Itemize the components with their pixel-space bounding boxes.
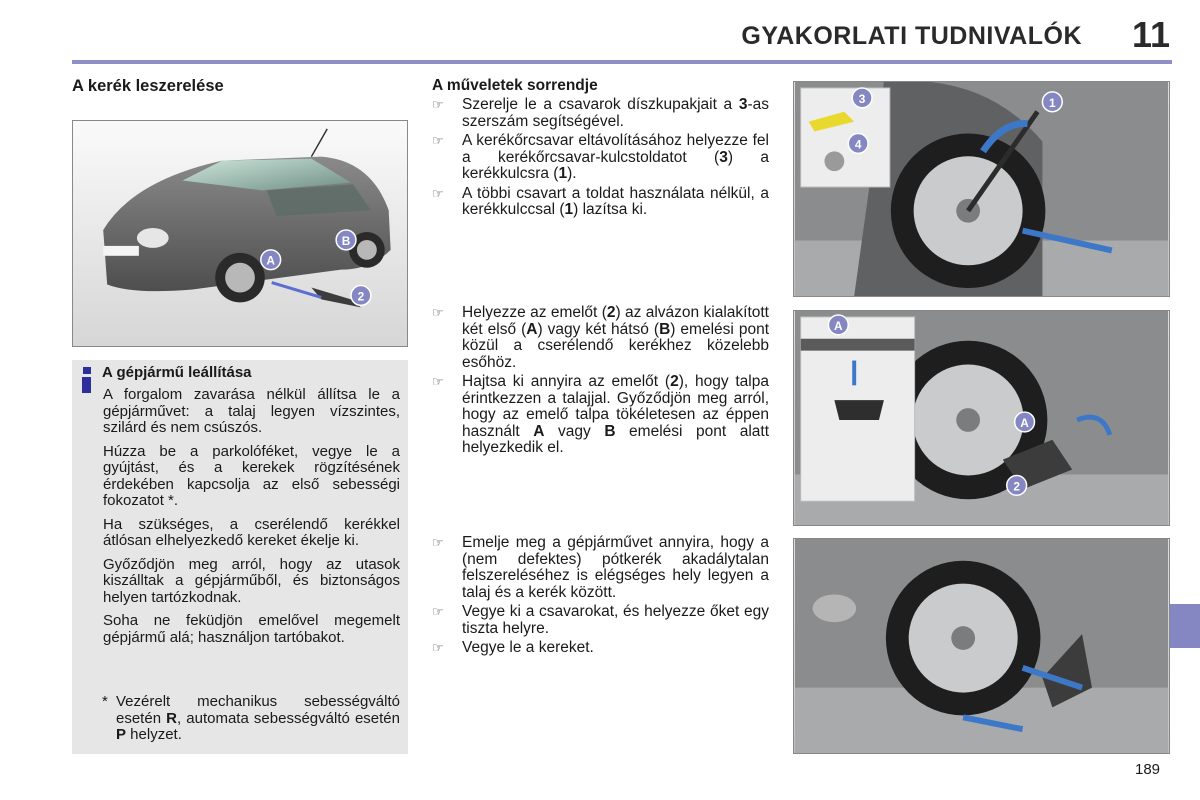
info-icon xyxy=(80,367,96,393)
tool-inset xyxy=(801,88,890,187)
car-illustration xyxy=(73,121,407,346)
jack-head xyxy=(834,400,884,420)
steps-group-2 xyxy=(432,305,769,460)
steps-title: A műveletek sorrendje xyxy=(432,77,598,94)
pointing-hand-icon: ☞ xyxy=(432,305,444,320)
step-item: ☞ Hajtsa ki annyira az emelőt (2), hogy talpa érintkezzen a talajjal. Győződjön meg arról, hogy az emelő talpa tökéletesen az éppen használt A vagy B emelési pont alatt helyezkedik el. xyxy=(432,373,770,456)
svg-text:A: A xyxy=(1020,415,1029,430)
callout-a-label: A xyxy=(266,253,276,268)
steps-group-1 xyxy=(432,97,769,222)
footnote-text: Vezérelt mechanikus sebességváltó esetén R, automata sebességváltó esetén P helyzet. xyxy=(116,693,400,743)
info-box xyxy=(72,360,408,754)
header-rule xyxy=(72,60,1172,64)
chapter-number: 11 xyxy=(1131,14,1170,55)
wheel-bolt-removal-illustration xyxy=(793,81,1170,297)
antenna xyxy=(311,129,327,157)
page-number: 189 xyxy=(1135,761,1161,778)
info-title: A gépjármű leállítása xyxy=(102,364,252,381)
fog-light xyxy=(813,594,857,622)
callout-b-label: B xyxy=(341,233,351,248)
car-jacking-points-photo xyxy=(72,120,408,347)
svg-text:1: 1 xyxy=(1049,95,1056,110)
steps-group-3 xyxy=(432,535,769,660)
step-item: ☞ Vegye le a kereket. xyxy=(432,639,594,656)
pointing-hand-icon: ☞ xyxy=(432,374,444,389)
info-paragraph: Húzza be a parkolóféket, vegye le a gyújtást, és a kerekek rögzítésének érdekében kapcsolja az első sebességi fokozatot *. xyxy=(103,442,400,509)
pointing-hand-icon: ☞ xyxy=(432,133,444,148)
jack-placement-illustration xyxy=(793,310,1170,526)
svg-text:3: 3 xyxy=(858,91,866,106)
footnote xyxy=(102,694,400,744)
pointing-hand-icon: ☞ xyxy=(432,97,444,112)
info-paragraphs xyxy=(103,387,400,653)
chapter-title: GYAKORLATI TUDNIVALÓK xyxy=(741,22,1082,50)
info-paragraph: Soha ne feküdjön emelővel megemelt gépjármű alá; használjon tartóbakot. xyxy=(103,612,400,646)
step-item: ☞ A kerékőrcsavar eltávolításához helyezze fel a kerékőrcsavar-kulcstoldatot (3) a kerékkulcsra (1). xyxy=(432,132,769,182)
info-paragraph: A forgalom zavarása nélkül állítsa le a gépjárművet: a talaj legyen vízszintes, szilárd és nem csúszós. xyxy=(103,386,400,436)
callout-2-label: 2 xyxy=(357,289,365,304)
svg-text:2: 2 xyxy=(1013,479,1020,494)
svg-text:4: 4 xyxy=(854,137,862,152)
step-item: ☞ Szerelje le a csavarok díszkupakjait a 3-as szerszám segítségével. xyxy=(432,96,769,130)
anti-theft-adapter xyxy=(824,151,844,171)
step-item: ☞ Helyezze az emelőt (2) az alvázon kialakított két első (A) vagy két hátsó (B) emelési pont közül a cserélendő kerékhez közelebb esőhöz. xyxy=(432,304,769,371)
footnote-marker: * xyxy=(102,693,108,710)
pointing-hand-icon: ☞ xyxy=(432,640,444,655)
svg-text:A: A xyxy=(834,318,843,333)
hub xyxy=(951,626,975,650)
headlight xyxy=(137,228,169,248)
pointing-hand-icon: ☞ xyxy=(432,604,444,619)
wheel-removal-illustration xyxy=(793,538,1170,754)
license-plate xyxy=(103,246,139,256)
pointing-hand-icon: ☞ xyxy=(432,185,444,201)
hub xyxy=(956,408,980,432)
pointing-hand-icon: ☞ xyxy=(432,535,444,550)
info-paragraph: Ha szükséges, a cserélendő kerékkel átlósan elhelyezkedő kereket ékelje ki. xyxy=(103,515,400,549)
step-item: ☞ Emelje meg a gépjárművet annyira, hogy a (nem defektes) pótkerék akadálytalan felszereléséhez is elégséges hely legyen a talaj és a kerék között. xyxy=(432,534,769,601)
sill-section xyxy=(801,339,915,351)
info-paragraph: Győződjön meg arról, hogy az utasok kiszálltak a gépjárműből, és biztonságos helyen tartózkodnak. xyxy=(103,555,400,606)
section-title: A kerék leszerelése xyxy=(72,77,224,95)
step-item: ☞ A többi csavart a toldat használata nélkül, a kerékkulccsal (1) lazítsa ki. xyxy=(432,184,769,218)
step-item: ☞ Vegye ki a csavarokat, és helyezze őket egy tiszta helyre. xyxy=(432,603,769,637)
